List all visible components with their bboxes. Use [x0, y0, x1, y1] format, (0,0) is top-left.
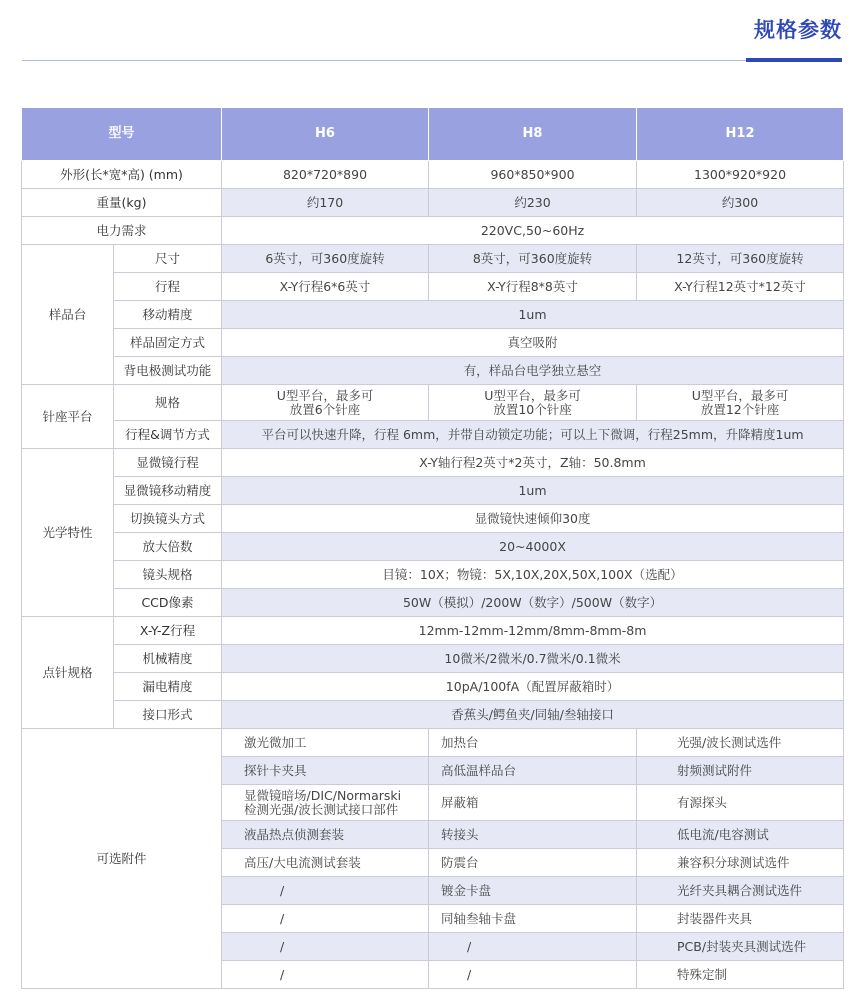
row-label-lens: 镜头规格	[114, 561, 222, 589]
switch-value: 显微镜快速倾仰30度	[222, 505, 844, 533]
table-row	[22, 533, 844, 561]
title-divider	[22, 60, 842, 61]
row-label-scope-precision: 显微镜移动精度	[114, 477, 222, 505]
table-row	[22, 617, 844, 645]
stage-travel-h6: X-Y行程6*6英寸	[222, 273, 429, 301]
table-row	[22, 729, 844, 757]
header-h6: H6	[222, 108, 429, 161]
acc-3-c3: 低电流/电容测试	[637, 821, 844, 849]
row-label-weight: 重量(kg)	[22, 189, 222, 217]
acc-1-c2: 高低温样品台	[429, 757, 637, 785]
weight-h6: 约170	[222, 189, 429, 217]
acc-6-c3: 封装器件夹具	[637, 905, 844, 933]
platform-spec-h6-line2: 放置6个针座	[289, 401, 361, 417]
scope-travel-value: X-Y轴行程2英寸*2英寸，Z轴：50.8mm	[222, 449, 844, 477]
acc-3-c1: 液晶热点侦测套装	[222, 821, 429, 849]
row-label-scope-travel: 显微镜行程	[114, 449, 222, 477]
table-row	[22, 673, 844, 701]
acc-1-c1: 探针卡夹具	[222, 757, 429, 785]
platform-spec-h6	[222, 385, 429, 421]
row-label-leak: 漏电精度	[114, 673, 222, 701]
acc-7-c3: PCB/封装夹具测试选件	[637, 933, 844, 961]
xyz-value: 12mm-12mm-12mm/8mm-8mm-8m	[222, 617, 844, 645]
row-label-stage-fixing: 样品固定方式	[114, 329, 222, 357]
leak-value: 10pA/100fA（配置屏蔽箱时）	[222, 673, 844, 701]
dims-h8: 960*850*900	[429, 161, 637, 189]
row-label-stage-backside: 背电极测试功能	[114, 357, 222, 385]
stage-size-h6: 6英寸，可360度旋转	[222, 245, 429, 273]
acc-7-c2: /	[429, 933, 637, 961]
table-row	[22, 561, 844, 589]
scope-precision-value: 1um	[222, 477, 844, 505]
acc-8-c2: /	[429, 961, 637, 989]
acc-8-c1: /	[222, 961, 429, 989]
acc-2-c1-line2: 检测光强/波长测试接口部件	[244, 801, 399, 817]
page-title: 规格参数	[754, 18, 842, 42]
table-row	[22, 589, 844, 617]
acc-6-c2: 同轴叁轴卡盘	[429, 905, 637, 933]
acc-4-c2: 防震台	[429, 849, 637, 877]
table-row	[22, 161, 844, 189]
lens-value: 目镜：10X；物镜：5X,10X,20X,50X,100X（选配）	[222, 561, 844, 589]
weight-h8: 约230	[429, 189, 637, 217]
row-label-power: 电力需求	[22, 217, 222, 245]
row-label-magnification: 放大倍数	[114, 533, 222, 561]
spec-table	[21, 107, 844, 989]
table-row	[22, 421, 844, 449]
header-h12: H12	[637, 108, 844, 161]
row-label-platform-adjust: 行程&调节方式	[114, 421, 222, 449]
group-label-probe: 点针规格	[22, 617, 114, 729]
row-label-platform-spec: 规格	[114, 385, 222, 421]
table-row	[22, 505, 844, 533]
row-label-switch: 切换镜头方式	[114, 505, 222, 533]
acc-5-c2: 镀金卡盘	[429, 877, 637, 905]
row-label-stage-travel: 行程	[114, 273, 222, 301]
group-label-probe-platform: 针座平台	[22, 385, 114, 449]
ccd-value: 50W（模拟）/200W（数字）/500W（数字）	[222, 589, 844, 617]
platform-spec-h12-line2: 放置12个针座	[700, 401, 780, 417]
acc-2-c3: 有源探头	[637, 785, 844, 821]
platform-spec-h6-line1: U型平台，最多可	[276, 387, 374, 403]
row-label-stage-size: 尺寸	[114, 245, 222, 273]
acc-0-c3: 光强/波长测试选件	[637, 729, 844, 757]
stage-fixing-value: 真空吸附	[222, 329, 844, 357]
acc-3-c2: 转接头	[429, 821, 637, 849]
iface-value: 香蕉头/鳄鱼夹/同轴/叁轴接口	[222, 701, 844, 729]
row-label-iface: 接口形式	[114, 701, 222, 729]
table-row	[22, 329, 844, 357]
magnification-value: 20~4000X	[222, 533, 844, 561]
row-label-mech: 机械精度	[114, 645, 222, 673]
title-accent-bar	[746, 58, 842, 62]
table-row	[22, 449, 844, 477]
mech-value: 10微米/2微米/0.7微米/0.1微米	[222, 645, 844, 673]
acc-4-c3: 兼容积分球测试选件	[637, 849, 844, 877]
row-label-ccd: CCD像素	[114, 589, 222, 617]
acc-4-c1: 高压/大电流测试套装	[222, 849, 429, 877]
dims-h12: 1300*920*920	[637, 161, 844, 189]
stage-size-h12: 12英寸，可360度旋转	[637, 245, 844, 273]
table-row	[22, 645, 844, 673]
acc-2-c1-line1: 显微镜暗场/DIC/Normarski	[244, 787, 402, 803]
group-label-optics: 光学特性	[22, 449, 114, 617]
table-row	[22, 357, 844, 385]
acc-2-c2: 屏蔽箱	[429, 785, 637, 821]
acc-8-c3: 特殊定制	[637, 961, 844, 989]
acc-2-c1	[222, 785, 429, 821]
acc-0-c1: 激光微加工	[222, 729, 429, 757]
stage-travel-h12: X-Y行程12英寸*12英寸	[637, 273, 844, 301]
acc-5-c1: /	[222, 877, 429, 905]
platform-spec-h8-line1: U型平台，最多可	[484, 387, 581, 403]
group-label-accessories: 可选附件	[22, 729, 222, 989]
row-label-xyz: X-Y-Z行程	[114, 617, 222, 645]
stage-size-h8: 8英寸，可360度旋转	[429, 245, 637, 273]
dims-h6: 820*720*890	[222, 161, 429, 189]
table-row	[22, 189, 844, 217]
table-row	[22, 701, 844, 729]
platform-spec-h12-line1: U型平台，最多可	[691, 387, 789, 403]
header-h8: H8	[429, 108, 637, 161]
table-row	[22, 385, 844, 421]
acc-5-c3: 光纤夹具耦合测试选件	[637, 877, 844, 905]
power-value: 220VC,50~60Hz	[222, 217, 844, 245]
table-row	[22, 273, 844, 301]
platform-spec-h8-line2: 放置10个针座	[493, 401, 572, 417]
row-label-stage-precision: 移动精度	[114, 301, 222, 329]
platform-spec-h8	[429, 385, 637, 421]
stage-travel-h8: X-Y行程8*8英寸	[429, 273, 637, 301]
platform-spec-h12	[637, 385, 844, 421]
weight-h12: 约300	[637, 189, 844, 217]
table-row	[22, 301, 844, 329]
platform-adjust-value: 平台可以快速升降，行程 6mm，并带自动锁定功能；可以上下微调，行程25mm，升降精度1um	[222, 421, 844, 449]
header-model: 型号	[22, 108, 222, 161]
acc-1-c3: 射频测试附件	[637, 757, 844, 785]
stage-precision-value: 1um	[222, 301, 844, 329]
acc-7-c1: /	[222, 933, 429, 961]
table-row	[22, 217, 844, 245]
group-label-stage: 样品台	[22, 245, 114, 385]
acc-6-c1: /	[222, 905, 429, 933]
acc-0-c2: 加热台	[429, 729, 637, 757]
table-header-row	[22, 108, 844, 161]
row-label-dims: 外形(长*宽*高) (mm)	[22, 161, 222, 189]
table-row	[22, 477, 844, 505]
stage-backside-value: 有，样品台电学独立悬空	[222, 357, 844, 385]
table-row	[22, 245, 844, 273]
